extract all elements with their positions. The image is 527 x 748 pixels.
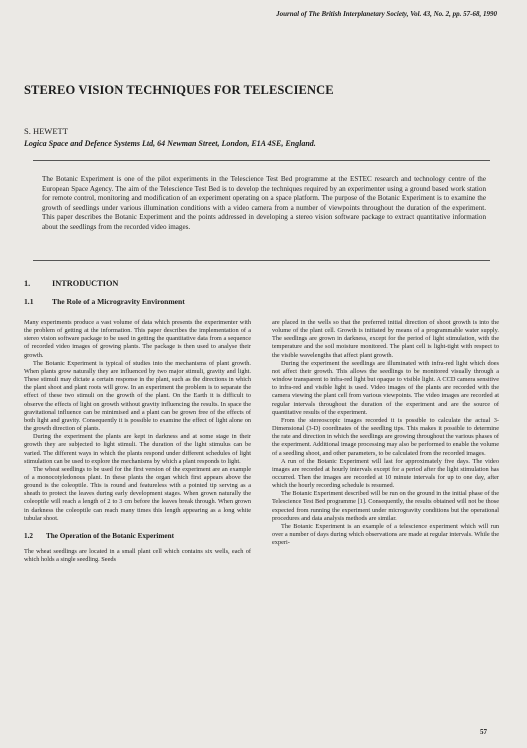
paragraph: Many experiments produce a vast volume of data which presents the experimenter with the problem of getting at the information. This paper describes the implementation of a stereo vision software package to be used in getting the quantitative data from a sequence of recorded video images of growing plants. The package is then used to analyse their growth. <box>24 319 251 359</box>
paragraph: The wheat seedlings are located in a small plant cell which contains six wells, each of which holds a single seedling. Seeds <box>24 548 251 564</box>
section-number: 1. <box>24 279 31 288</box>
author-name: S. HEWETT <box>24 126 68 136</box>
paragraph: The Botanic Experiment described will be run on the ground in the initial phase of the Telescience Test Bed programme [1]. Consequently, the results obtained will not be those expected from running the experiment under microgravity conditions but the operational procedures and data analysis methods are similar. <box>272 490 499 522</box>
paragraph: The wheat seedlings to be used for the first version of the experiment are an example of a monocotyledonous plant. In these plants the organ which first appears above the ground is the coleoptile. This is round and featureless with a pointed tip serving as a sheath to protect the leaves during early development stages. When grown naturally the coleoptile will reach a length of 2 to 3 cm before the leaves break through. When grown in darkness the coleoptile can reach many times this length appearing as a long white tubular shoot. <box>24 465 251 522</box>
subsection-heading-microgravity <box>24 297 185 306</box>
paper-title: STEREO VISION TECHNIQUES FOR TELESCIENCE <box>24 83 334 97</box>
right-column <box>272 319 499 547</box>
author-affiliation: Logica Space and Defence Systems Ltd, 64 Newman Street, London, E1A 4SE, England. <box>24 139 316 148</box>
left-column <box>24 319 251 564</box>
paragraph: are placed in the wells so that the preferred initial direction of shoot growth is into the volume of the plant cell. Growth is initiated by means of a programmable water supply. The seedlings are grown in darkness, except for the period of light stimulation, with the temperature and the soil moisture monitored. The plant cell is light-tight with respect to the visible wavelengths that affect plant growth. <box>272 319 499 359</box>
paragraph: The Botanic Experiment is an example of a telescience experiment which will run over a number of days during which observations are made at regular intervals. While the experi- <box>272 522 499 547</box>
subsection-title: The Operation of the Botanic Experiment <box>46 531 174 540</box>
paragraph: During the experiment the plants are kept in darkness and at some stage in their growth they are subjected to light stimuli. The duration of the light stimulus can be varied. The different ways in which the plants respond under different schedules of light stimulation can be used to explore the mechanisms by which a plant responds to light. <box>24 433 251 465</box>
paragraph: A run of the Botanic Experiment will last for approximately five days. The video images are recorded at hourly intervals except for a period after the light stimulation has occurred. Then the images are recorded at 10 minute intervals for up to one day, after which the hourly recording schedule is resumed. <box>272 457 499 490</box>
journal-citation: Journal of The British Interplanetary Society, Vol. 43, No. 2, pp. 57-68, 1990 <box>276 10 497 18</box>
section-heading-introduction <box>24 279 118 288</box>
paragraph: During the experiment the seedlings are illuminated with infra-red light which does not affect their growth. This allows the seedlings to be monitored visually through a window transparent to infra-red light but opaque to visible light. A CCD camera sensitive to infra-red and visible light is used. Video images of the plants are recorded with the camera viewing the plant cell from various viewpoints. The video images are recorded at regular intervals throughout the duration of the experiment and are the source of quantitative results of the experiment. <box>272 359 499 416</box>
subsection-title: The Role of a Microgravity Environment <box>52 297 185 306</box>
abstract-bottom-rule <box>33 260 490 261</box>
section-title: INTRODUCTION <box>52 279 119 288</box>
subsection-number: 1.2 <box>24 531 33 540</box>
abstract: The Botanic Experiment is one of the pilot experiments in the Telescience Test Bed programme at the ESTEC research and technology centre of the European Space Agency. The aim of the Telescience Test Bed is to develop the techniques required by an experimenter using a ground based work station for remote control, monitoring and modification of an experiment operating on a space platform. The purpose of the Botanic Experiment is to examine the growth of seedlings under various illumination conditions with a video camera from a number of viewpoints throughout the duration of the experiment. This paper describes the Botanic Experiment and the points addressed in developing a stereo vision software package to extract quantitative information about the seedlings from the recorded video images. <box>42 175 486 231</box>
subsection-number: 1.1 <box>24 297 34 306</box>
subsection-heading-operation <box>24 532 251 540</box>
page-number: 57 <box>480 728 487 736</box>
paragraph: From the stereoscopic images recorded it is possible to calculate the actual 3-Dimensional (3-D) coordinates of the seedling tips. This makes it possible to determine the rate and direction in which the seedlings are growing throughout the various phases of the experiment. Additional image processing may also be performed to enable the volume of a seedling shoot, and other parameters, to be calculated from the recorded images. <box>272 416 499 457</box>
abstract-top-rule <box>33 160 490 161</box>
paragraph: The Botanic Experiment is typical of studies into the mechanisms of plant growth. When plants grow naturally they are influenced by two major stimuli, gravity and light. These stimuli may dictate a certain response in the plant, such as the directions in which the plant shoot and plant roots will grow. In an experiment the problem is to separate the effect of these two stimuli on the growth of the plant. On the Earth it is difficult to observe the effects of light on growth without gravity influencing the results. In space the gravitational influence can be minimised and a plant can be grown free of the effects of both light and gravity. Consequently it is possible to examine the effect of light alone on the growth direction of plants. <box>24 359 251 433</box>
